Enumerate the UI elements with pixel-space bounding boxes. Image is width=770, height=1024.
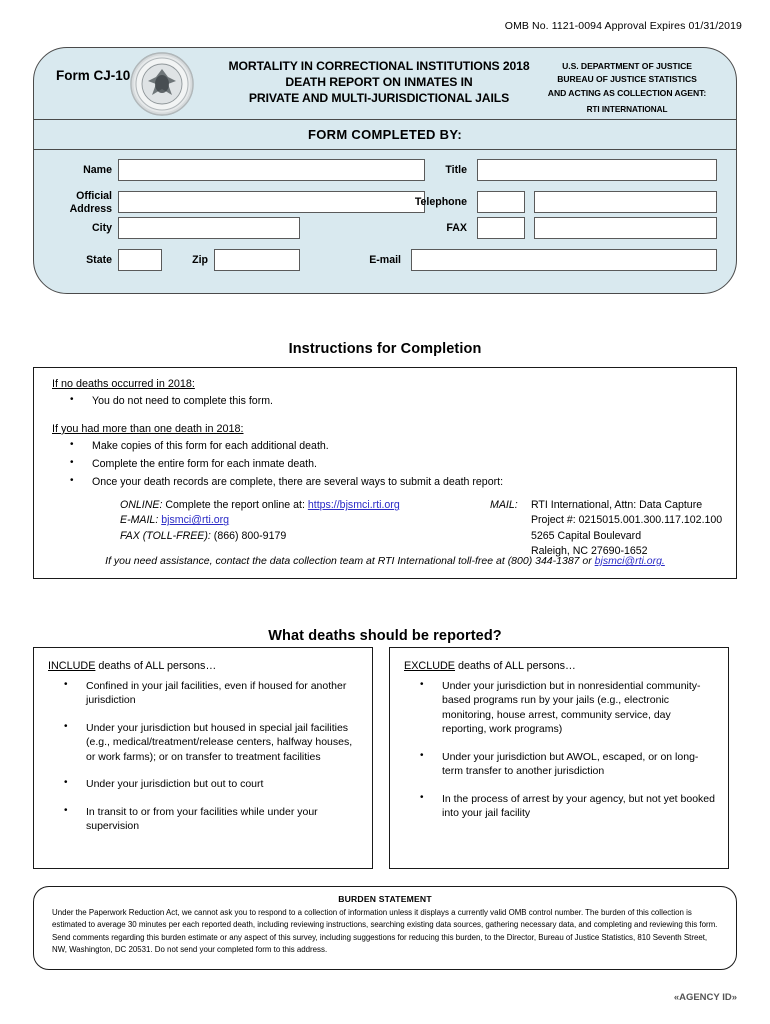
mail-address-line-3: 5265 Capital Boulevard [530, 529, 642, 542]
name-input[interactable] [118, 159, 425, 181]
telephone-number-input[interactable] [534, 191, 717, 213]
include-box [33, 647, 373, 869]
email-method-label: E-MAIL: [120, 514, 159, 527]
form-title-line-1: MORTALITY IN CORRECTIONAL INSTITUTIONS 2018 [228, 59, 530, 73]
assistance-email-link[interactable]: bjsmci@rti.org. [594, 555, 665, 567]
official-address-label-line-2: Address [69, 203, 112, 216]
instructions-list-more-deaths [54, 440, 736, 489]
mail-address [531, 498, 722, 559]
list-item: • In the process of arrest by your agency, but not yet booked into your jail facility [390, 792, 716, 821]
fax-label: FAX [446, 222, 467, 234]
email-link[interactable]: bjsmci@rti.org [161, 514, 230, 527]
list-item: • Confined in your jail facilities, even if housed for another jurisdiction [34, 679, 360, 708]
state-input[interactable] [118, 249, 162, 271]
name-label: Name [83, 164, 112, 176]
exclude-list [390, 679, 728, 821]
zip-input[interactable] [214, 249, 300, 271]
agency-line-4: RTI INTERNATIONAL [586, 104, 668, 114]
fax-row [120, 529, 480, 544]
list-item: • Under your jurisdiction but AWOL, escaped, or on long-term transfer to another jurisdiction [390, 750, 716, 779]
burden-statement-title: BURDEN STATEMENT [338, 894, 432, 904]
email-input[interactable] [411, 249, 717, 271]
assistance-note [34, 555, 736, 567]
agency-block [532, 60, 722, 117]
title-label: Title [445, 164, 467, 176]
include-heading-rest: deaths of ALL persons… [95, 660, 217, 672]
fax-method-label: FAX (TOLL-FREE): [120, 529, 211, 542]
telephone-label: Telephone [414, 196, 467, 208]
list-item: • Under your jurisdiction but in nonresidential community-based programs run by your jails (e.g., electronic monitoring, house arrest, community service, day reporting, work programs) [390, 679, 716, 737]
fax-number: (866) 800-9179 [213, 529, 287, 542]
instructions-content [34, 368, 736, 558]
instructions-list-no-deaths [54, 395, 736, 408]
online-label: ONLINE: [120, 499, 163, 512]
header-top-row [34, 48, 736, 120]
agency-line-3: AND ACTING AS COLLECTION AGENT: [547, 87, 707, 98]
title-input[interactable] [477, 159, 717, 181]
exclude-heading-rest: deaths of ALL persons… [455, 660, 576, 672]
official-address-input[interactable] [118, 191, 425, 213]
mail-address-line-1: RTI International, Attn: Data Capture [530, 499, 703, 512]
submission-methods-right [490, 498, 770, 559]
form-title-line-2: DEATH REPORT ON INMATES IN [285, 75, 473, 90]
list-item: • In transit to or from your facilities while under your supervision [34, 805, 360, 834]
list-item: • Make copies of this form for each additional death. [54, 440, 736, 453]
telephone-area-code-input[interactable] [477, 191, 525, 213]
burden-statement-text: Under the Paperwork Reduction Act, we cannot ask you to respond to a collection of information unless it displays a currently valid OMB control number. The burden of this collection is estimated to average 30 minutes per each reported death, including reviewing instructions, searching existing data sources, gathering necessary data, and completing and reviewing this form. Send comments regarding this burden estimate or any aspect of this survey, including suggestions for reducing this burden, to the Director, Bureau of Justice Statistics, 810 Seventh Street, NW, Washington, DC 20531. Do not send your completed form to this address. [52, 908, 718, 954]
agency-id-placeholder: «AGENCY ID» [673, 992, 737, 1003]
city-input[interactable] [118, 217, 300, 239]
instructions-heading-more-deaths: If you had more than one death in 2018: [52, 422, 244, 435]
mail-label: MAIL: [490, 499, 518, 512]
burden-statement-box [33, 886, 737, 970]
online-link[interactable]: https://bjsmci.rti.org [307, 499, 400, 512]
exclude-keyword: EXCLUDE [404, 660, 456, 672]
list-item: • Under your jurisdiction but out to court [34, 777, 360, 791]
zip-label: Zip [192, 254, 208, 266]
omb-number: OMB No. 1121-0094 Approval Expires 01/31/2019 [504, 20, 742, 32]
list-item: • You do not need to complete this form. [54, 395, 736, 408]
mail-address-line-4: Raleigh, NC 27690-1652 [530, 545, 648, 558]
agency-line-2: BUREAU OF JUSTICE STATISTICS [557, 74, 697, 85]
submission-methods-left [120, 498, 480, 544]
online-row [120, 498, 480, 513]
deaths-section-title: What deaths should be reported? [268, 628, 502, 644]
form-header-panel [33, 47, 737, 294]
online-text: Complete the report online at: [165, 499, 305, 512]
instructions-heading-no-deaths: If no deaths occurred in 2018: [52, 378, 195, 390]
form-completed-by-heading: FORM COMPLETED BY: [34, 120, 736, 150]
instructions-box [33, 367, 737, 579]
official-address-label [48, 190, 112, 216]
contact-fields [34, 150, 736, 292]
email-row [120, 513, 480, 528]
instructions-section-title: Instructions for Completion [288, 341, 482, 357]
form-title [204, 58, 554, 107]
mail-address-line-2: Project #: 0215015.001.300.117.102.100 [530, 514, 723, 527]
list-item: • Once your death records are complete, there are several ways to submit a death report: [54, 476, 736, 489]
doj-seal-icon [129, 51, 195, 117]
include-list [34, 679, 372, 834]
assistance-text: If you need assistance, contact the data collection team at RTI International toll-free at (800) 344-1387 or [105, 555, 595, 567]
include-keyword: INCLUDE [48, 660, 96, 672]
list-item: • Complete the entire form for each inmate death. [54, 458, 736, 471]
agency-line-1: U.S. DEPARTMENT OF JUSTICE [562, 61, 692, 71]
exclude-heading [390, 648, 728, 672]
form-title-line-3: PRIVATE AND MULTI-JURISDICTIONAL JAILS [248, 91, 510, 106]
state-label: State [86, 254, 112, 266]
fax-number-input[interactable] [534, 217, 717, 239]
official-address-label-line-1: Official [76, 190, 112, 202]
include-heading [34, 648, 372, 672]
fax-area-code-input[interactable] [477, 217, 525, 239]
list-item: • Under your jurisdiction but housed in special jail facilities (e.g., medical/treatment/release centers, halfway houses, or work farms); or on transfer to treatment facilities [34, 721, 360, 764]
exclude-box [389, 647, 729, 869]
email-label: E-mail [369, 254, 401, 266]
city-label: City [91, 222, 112, 234]
form-number: Form CJ-10 [56, 68, 131, 83]
